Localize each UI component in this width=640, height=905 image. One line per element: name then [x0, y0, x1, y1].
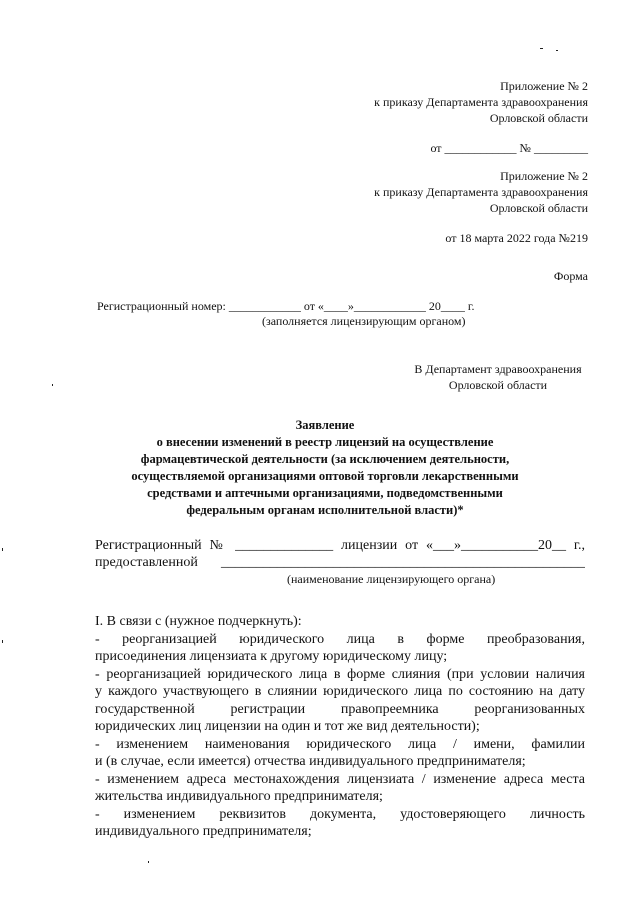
- section-item-text: государственной регистрации правопреемника реорганизованных: [95, 702, 585, 717]
- appendix-number: Приложение № 2: [500, 169, 588, 183]
- section-item-text: юридических лиц лицензии на один и тот же вид деятельности);: [95, 719, 480, 734]
- registration-line: Регистрационный номер: ____________ от «____»____________ 20____ г.: [97, 299, 475, 313]
- appendix-order-ref: к приказу Департамента здравоохранения: [374, 185, 588, 199]
- scan-speck: [2, 640, 3, 643]
- scan-speck: [52, 384, 53, 386]
- section-item-text: у каждого участвующего в слиянии юридического лица по состоянию на дату: [95, 684, 585, 699]
- section-item-text: - изменением наименования юридического лица / имени, фамилии: [95, 737, 585, 752]
- appendix-number: Приложение № 2: [500, 79, 588, 93]
- document-title: [60, 417, 590, 519]
- form-label: Форма: [553, 269, 588, 283]
- appendix-region: Орловской области: [489, 111, 588, 125]
- appendix-order-ref: к приказу Департамента здравоохранения: [374, 95, 588, 109]
- scan-speck: [2, 548, 3, 551]
- scan-speck: [540, 48, 543, 49]
- appendix-block-dated: [374, 168, 588, 246]
- appendix-date-blank: от ____________ № _________: [430, 141, 588, 155]
- appendix-block-blank: [374, 78, 588, 156]
- addressee-block: [408, 361, 588, 393]
- section-heading: I. В связи с (нужное подчеркнуть):: [95, 614, 302, 629]
- section-item-text: - изменением адреса местонахождения лицензиата / изменение адреса места: [95, 772, 585, 787]
- title-line: фармацевтической деятельности (за исключением деятельности,: [140, 452, 510, 466]
- section-item-text: - реорганизацией юридического лица в форме преобразования,: [95, 632, 585, 647]
- title-line: осуществляемой организациями оптовой торговли лекарственными: [131, 469, 519, 483]
- section-item-text: индивидуального предпринимателя;: [95, 824, 312, 839]
- section-item-text: и (в случае, если имеется) отчества индивидуального предпринимателя;: [95, 754, 526, 769]
- registration-note: (заполняется лицензирующим органом): [262, 314, 466, 328]
- title-line: федеральным органам исполнительной власти)*: [186, 503, 464, 517]
- scan-speck: [556, 50, 558, 51]
- section-item-text: жительства индивидуального предпринимателя;: [95, 789, 383, 804]
- title-line: средствами и аптечными организациями, подведомственными: [147, 486, 503, 500]
- appendix-date: от 18 марта 2022 года №219: [445, 231, 588, 245]
- title-word: Заявление: [295, 418, 355, 432]
- license-issuer-line: предоставленной ____________________________________________________: [95, 555, 585, 570]
- addressee-region: Орловской области: [448, 378, 548, 392]
- scan-speck: [148, 861, 149, 863]
- addressee-department: В Департамент здравоохранения: [414, 362, 582, 376]
- title-line: о внесении изменений в реестр лицензий на осуществление: [156, 435, 494, 449]
- appendix-region: Орловской области: [489, 201, 588, 215]
- section-item-text: - реорганизацией юридического лица в форме слияния (при условии наличия: [95, 667, 585, 682]
- license-line: Регистрационный № ______________ лицензии от «___»___________20__ г.,: [95, 538, 585, 553]
- license-issuer-note: (наименование лицензирующего органа): [287, 572, 496, 586]
- section-item-text: присоединения лицензиата к другому юридическому лицу;: [95, 649, 448, 664]
- section-item-text: - изменением реквизитов документа, удостоверяющего личность: [95, 807, 585, 822]
